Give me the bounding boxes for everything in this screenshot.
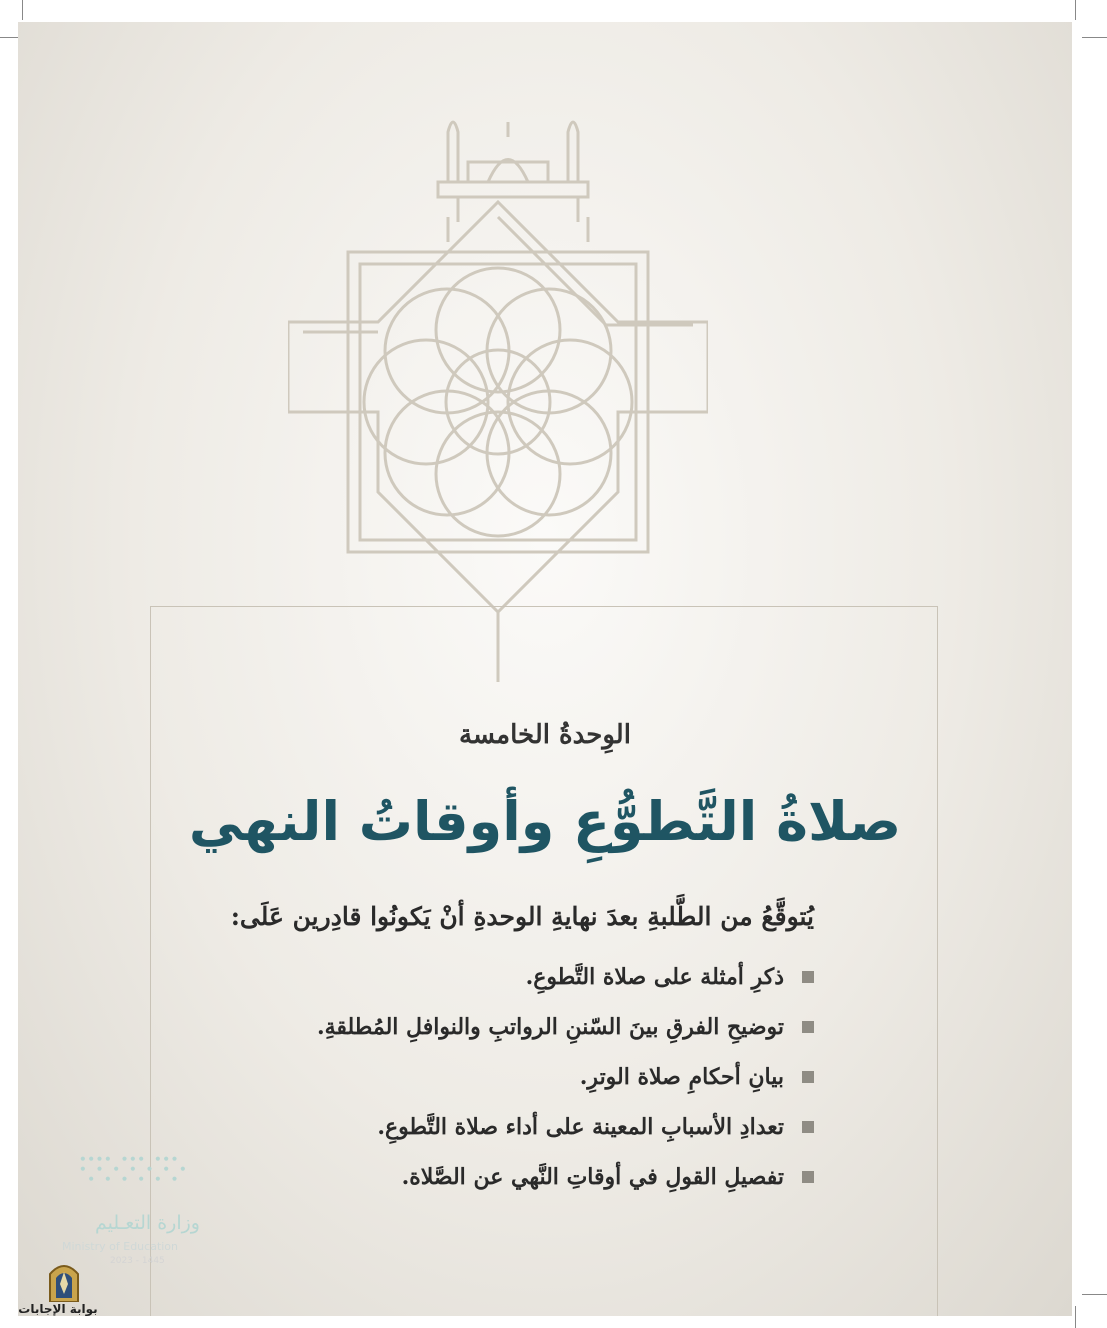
ministry-name-arabic: وزارة التعـليم: [94, 1212, 200, 1234]
square-bullet-icon: [802, 1071, 814, 1083]
unit-title: صلاةُ التَّطوُّعِ وأوقاتُ النهي: [188, 790, 902, 853]
objective-text: توضيحِ الفرقِ بينَ السّننِ الرواتبِ والنوافلِ المُطلقةِ.: [316, 1014, 784, 1040]
square-bullet-icon: [802, 971, 814, 983]
list-item: [174, 1052, 814, 1102]
crop-mark: [22, 0, 23, 20]
ministry-year: 2023 - 1445: [110, 1256, 165, 1266]
ministry-logo-dots-icon: [62, 1152, 212, 1202]
list-item: [174, 952, 814, 1002]
list-item: [174, 1002, 814, 1052]
list-item: [174, 1102, 814, 1152]
crop-mark: [1082, 1294, 1107, 1295]
crop-mark: [1082, 37, 1107, 38]
mosque-star-ornament-icon: [288, 92, 708, 692]
square-bullet-icon: [802, 1021, 814, 1033]
crop-mark: [1075, 0, 1076, 20]
objective-text: تفصيلِ القولِ في أوقاتِ النَّهي عن الصَّلاة.: [401, 1164, 784, 1190]
objectives-intro: يُتوقَّعُ من الطَّلبةِ بعدَ نهايةِ الوحدةِ أنْ يَكونُوا قادِرين عَلَى:: [230, 902, 814, 931]
square-bullet-icon: [802, 1171, 814, 1183]
square-bullet-icon: [802, 1121, 814, 1133]
crop-mark: [1075, 1306, 1076, 1328]
list-item: [174, 1152, 814, 1202]
answers-portal-label: بوابة الإجابات: [18, 1302, 98, 1316]
objective-text: ذكرِ أمثلة على صلاة التَّطوعِ.: [525, 964, 784, 990]
objective-text: تعدادِ الأسبابِ المعينة على أداء صلاة التَّطوعِ.: [377, 1114, 784, 1140]
ministry-name-english: Ministry of Education: [62, 1240, 179, 1253]
objective-text: بيانِ أحكامِ صلاة الوترِ.: [579, 1064, 784, 1090]
answers-portal-badge-icon: [46, 1258, 82, 1302]
objectives-list: [174, 952, 814, 1202]
unit-label: الوِحدةُ الخامسة: [459, 720, 631, 750]
unit-cover-page: [18, 22, 1072, 1316]
